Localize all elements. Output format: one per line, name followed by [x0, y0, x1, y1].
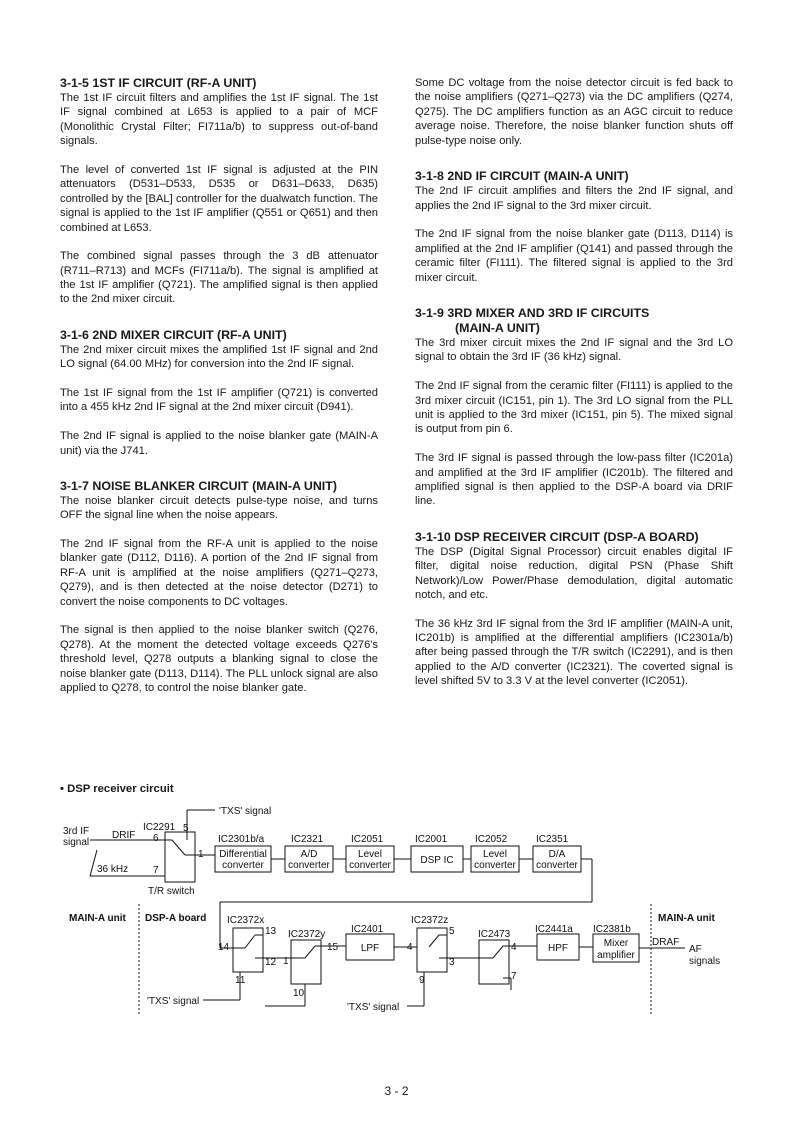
section-paragraph: The 3rd IF signal is passed through the low-pass filter (IC201a) and amplified at the 3rd IF amplifier (IC201b). The filtered and amplified signal is then applied to the DSP-A board via DRIF line. [415, 452, 733, 508]
switch-y-box [291, 940, 321, 984]
section-title [415, 306, 733, 336]
af-signals-line-1: AF [689, 944, 702, 955]
section-paragraph: The signal is then applied to the noise blanker switch (Q276, Q278). At the moment the detected voltage exceeds Q276's threshold level, Q278 outputs a blanking signal to close the noise blanker gate (D113, D114). The PLL unlock signal are also applied to Q278, to control the noise blanker gate. [60, 624, 378, 694]
dsp-a-board-label: DSP-A board [145, 913, 207, 924]
section-paragraph: The combined signal passes through the 3 dB attenuator (R711–R713) and MCFs (FI711a/b). The signal is amplified at the 1st IF amplifier (Q721). The amplified signal is then applied to the 2nd mixer circuit. [60, 250, 378, 306]
pin-6: 6 [153, 833, 159, 844]
section-paragraph: The 2nd IF circuit amplifies and filters the 2nd IF signal, and applies the 2nd IF signal to the 3rd mixer circuit. [415, 185, 733, 212]
da-converter-line-2: converter [536, 860, 578, 871]
section-title: 3-1-6 2ND MIXER CIRCUIT (RF-A UNIT) [60, 327, 287, 342]
lpf-text: LPF [360, 943, 380, 954]
ic2051-label: IC2051 [351, 834, 384, 845]
pin-5-z: 5 [449, 926, 455, 937]
mixer-amplifier-line-1: Mixer [603, 938, 629, 949]
section-3-1-9 [415, 306, 733, 509]
section-paragraph: The 2nd mixer circuit mixes the amplified 1st IF signal and 2nd LO signal (64.00 MHz) for conversion into the 2nd IF signal. [60, 343, 378, 371]
section-left-2 [60, 328, 378, 458]
pin-10: 10 [293, 988, 305, 999]
ic2301-label: IC2301b/a [218, 834, 265, 845]
level-converter-1-line-2: converter [349, 860, 391, 871]
ic2372z-label: IC2372z [411, 915, 449, 926]
txs-signal-bottom-2: 'TXS' signal [347, 1002, 400, 1013]
left-column [60, 76, 378, 716]
ic2052-label: IC2052 [475, 834, 508, 845]
pin-3: 3 [449, 957, 455, 968]
mixer-amplifier-line-2: amplifier [597, 950, 635, 961]
draf-label: DRAF [652, 937, 680, 948]
section-title-line-1: 3-1-9 3RD MIXER AND 3RD IF CIRCUITS [415, 306, 650, 321]
diagram-title: • DSP receiver circuit [60, 783, 174, 795]
tr-switch-label: T/R switch [148, 886, 195, 897]
pin-15: 15 [327, 942, 339, 953]
main-a-unit-left: MAIN-A unit [69, 913, 126, 924]
right-intro-paragraph: Some DC voltage from the noise detector circuit is fed back to the noise amplifiers (Q271–Q273) via the DC amplifiers (Q274, Q275). The DC amplifiers function as an AGC circuit to reduce average noise. Therefore, the noise blanker function shuts off pulse-type noise only. [415, 77, 733, 147]
pin-1: 1 [198, 849, 204, 860]
right-column [415, 76, 733, 710]
section-3-1-8 [415, 169, 733, 285]
ad-converter-line-2: converter [288, 860, 330, 871]
pin-7-2473: 7 [511, 971, 517, 982]
section-title: 3-1-7 NOISE BLANKER CIRCUIT (MAIN-A UNIT) [60, 478, 337, 493]
txs-signal-top: 'TXS' signal [219, 806, 272, 817]
switch-2473-box [479, 940, 509, 984]
pin-13: 13 [265, 926, 277, 937]
input-label-line-1: 3rd IF [63, 826, 90, 837]
level-converter-2-line-1: Level [483, 849, 507, 860]
main-a-unit-right: MAIN-A unit [658, 913, 715, 924]
txs-signal-bottom-1: 'TXS' signal [147, 996, 200, 1007]
ic2291-label: IC2291 [143, 822, 176, 833]
pin-5: 5 [183, 823, 189, 834]
pin-1-y: 1 [283, 956, 289, 967]
ic2401-label: IC2401 [351, 924, 384, 935]
pin-9: 9 [419, 975, 425, 986]
section-paragraph: The 2nd IF signal from the ceramic filter (FI111) is applied to the 3rd mixer circuit (IC151, pin 1). The 3rd LO signal from the PLL unit is applied to the 3rd mixer (IC151, pin 5). The mixed signal is output from pin 6. [415, 380, 733, 436]
section-paragraph: The 3rd mixer circuit mixes the 2nd IF signal and the 3rd LO signal to obtain the 3rd IF (36 kHz) signal. [415, 337, 733, 364]
pin-4: 4 [407, 942, 413, 953]
pin-11: 11 [235, 975, 246, 986]
ic2372y-label: IC2372y [288, 929, 326, 940]
section-paragraph: The 2nd IF signal is applied to the noise blanker gate (MAIN-A unit) via the J741. [60, 430, 378, 457]
input-label-line-2: signal [63, 837, 90, 848]
section-3-1-10 [415, 530, 733, 689]
section-left-3 [60, 479, 378, 695]
hpf-text: HPF [548, 943, 568, 954]
pin-12: 12 [265, 957, 277, 968]
dsp-receiver-block-diagram [55, 800, 745, 1020]
drif-label: DRIF [112, 830, 136, 841]
ic2381b-label: IC2381b [593, 924, 631, 935]
ic2321-label: IC2321 [291, 834, 324, 845]
section-paragraph: The 1st IF circuit filters and amplifies the 1st IF signal. The 1st IF signal combined at L653 is applied to a pair of MCF (Monolithic Crystal Filter; FI711a/b) to suppress out-of-band signals. [60, 92, 378, 148]
section-paragraph: The 2nd IF signal from the RF-A unit is applied to the noise blanker gate (D112, D116). A portion of the 2nd IF signal from RF-A unit is amplified at the noise amplifiers (Q271–Q273, Q279), and is then detected at the noise detector (D271) to convert the noise components to DC voltages. [60, 538, 378, 608]
ad-converter-line-1: A/D [300, 849, 318, 860]
ic2473-label: IC2473 [478, 929, 511, 940]
section-title: 3-1-8 2ND IF CIRCUIT (MAIN-A UNIT) [415, 169, 629, 184]
differential-converter-line-2: converter [222, 860, 264, 871]
freq-label: 36 kHz [97, 864, 129, 875]
level-converter-1-line-1: Level [358, 849, 382, 860]
da-converter-line-1: D/A [548, 849, 566, 860]
section-paragraph: The level of converted 1st IF signal is adjusted at the PIN attenuators (D531–D533, D535 or D631–D633, D635) controlled by the [BAL] controller for the dualwatch function. The signal is applied to the 1st IF amplifier (Q551 or Q651) and then combined at L653. [60, 163, 378, 234]
section-paragraph: The noise blanker circuit detects pulse-type noise, and turns OFF the signal line when the noise appears. [60, 494, 378, 522]
ic2001-label: IC2001 [415, 834, 448, 845]
pin-7: 7 [153, 865, 159, 876]
section-paragraph: The 36 kHz 3rd IF signal from the 3rd IF amplifier (MAIN-A unit, IC201b) is amplified at the differential amplifiers (IC2301a/b) after being passed through the T/R switch (IC2291), and is then applied to the A/D converter (IC2321). The coverted signal is level shifted 5V to 3.3 V at the level converter (IC2051). [415, 617, 733, 688]
section-title: 3-1-5 1ST IF CIRCUIT (RF-A UNIT) [60, 76, 257, 90]
section-title-line-2: (MAIN-A UNIT) [455, 321, 540, 336]
differential-converter-line-1: Differential [219, 849, 267, 860]
section-paragraph: The DSP (Digital Signal Processor) circuit enables digital IF filter, digital noise reduction, digital PSN (Phase Shift Network)/Low Power/Phase demodulation, digital automatic notch, and etc. [415, 545, 733, 601]
af-signals-line-2: signals [689, 956, 721, 967]
section-left-1 [60, 76, 378, 307]
ic2372x-label: IC2372x [227, 915, 265, 926]
section-title: 3-1-10 DSP RECEIVER CIRCUIT (DSP-A BOARD) [415, 529, 699, 544]
section-paragraph: The 1st IF signal from the 1st IF amplifier (Q721) is converted into a 455 kHz 2nd IF signal at the 2nd mixer circuit (D941). [60, 386, 378, 414]
dsp-ic-text: DSP IC [420, 855, 454, 866]
level-converter-2-line-2: converter [474, 860, 516, 871]
section-paragraph: The 2nd IF signal from the noise blanker gate (D113, D114) is amplified at the 2nd IF amplifier (Q141) and passed through the ceramic filter (FI111). The filtered signal is applied to the 3rd mixer circuit. [415, 228, 733, 284]
pin-4-2473: 4 [511, 942, 517, 953]
ic2351-label: IC2351 [536, 834, 569, 845]
pin-14: 14 [218, 942, 230, 953]
ic2441a-label: IC2441a [535, 924, 573, 935]
page-number: 3 - 2 [384, 1084, 409, 1098]
